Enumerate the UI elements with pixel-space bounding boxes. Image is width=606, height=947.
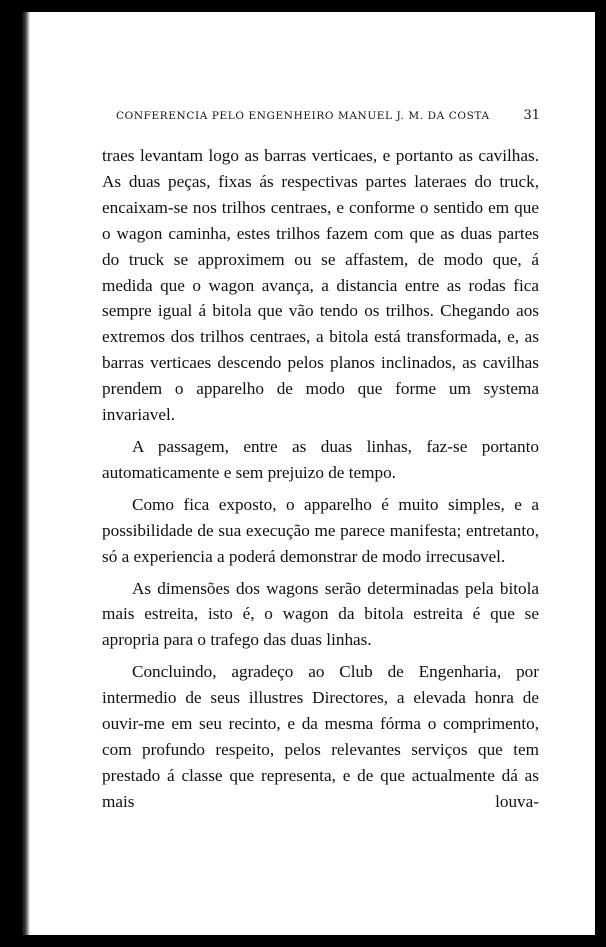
page-binding-edge bbox=[22, 12, 30, 935]
paragraph-3: Como fica exposto, o apparelho é muito simples, e a possibilidade de sua execução me parece manifesta; entretanto, só a experiencia a poderá demonstrar de modo irrecusavel. bbox=[102, 494, 539, 566]
paragraph-5: Concluindo, agradeço ao Club de Engenharia, por intermedio de seus illustres Directores, a elevada honra de ouvir-me em seu recinto, e da mesma fórma o comprimento, com profundo respeito, pelos relevantes serviços que tem prestado á classe que representa, e de que actualmente dá as mais louva- bbox=[102, 662, 539, 811]
running-title: CONFERENCIA PELO ENGENHEIRO MANUEL J. M. DA COSTA bbox=[116, 110, 490, 122]
paragraph-4: As dimensões dos wagons serão determinadas pela bitola mais estreita, isto é, o wagon da bitola estreita é que se apropria para o trafego das duas linhas. bbox=[102, 578, 539, 650]
running-header bbox=[116, 108, 540, 123]
page-number: 31 bbox=[523, 108, 540, 123]
paragraph-1: traes levantam logo as barras verticaes, e portanto as cavilhas. As duas peças, fixas ás respectivas partes lateraes do truck, encaixam-se nos trilhos centraes, e conforme o sentido em que o wagon caminha, estes trilhos fazem com que as duas partes do truck se approximem ou se affastem, de modo que, á medida que o wagon avança, a distancia entre as rodas fica sempre igual á bitola que vão tendo os trilhos. Chegando aos extremos dos trilhos centraes, a bitola está transformada, e, as barras verticaes descendo pelos planos inclinados, as cavilhas prendem o apparelho de modo que forme um systema invariavel. bbox=[102, 146, 539, 425]
paragraph-2: A passagem, entre as duas linhas, faz-se portanto automaticamente e sem prejuizo de tempo. bbox=[102, 436, 539, 482]
page-body bbox=[102, 143, 539, 815]
book-page bbox=[22, 12, 595, 935]
